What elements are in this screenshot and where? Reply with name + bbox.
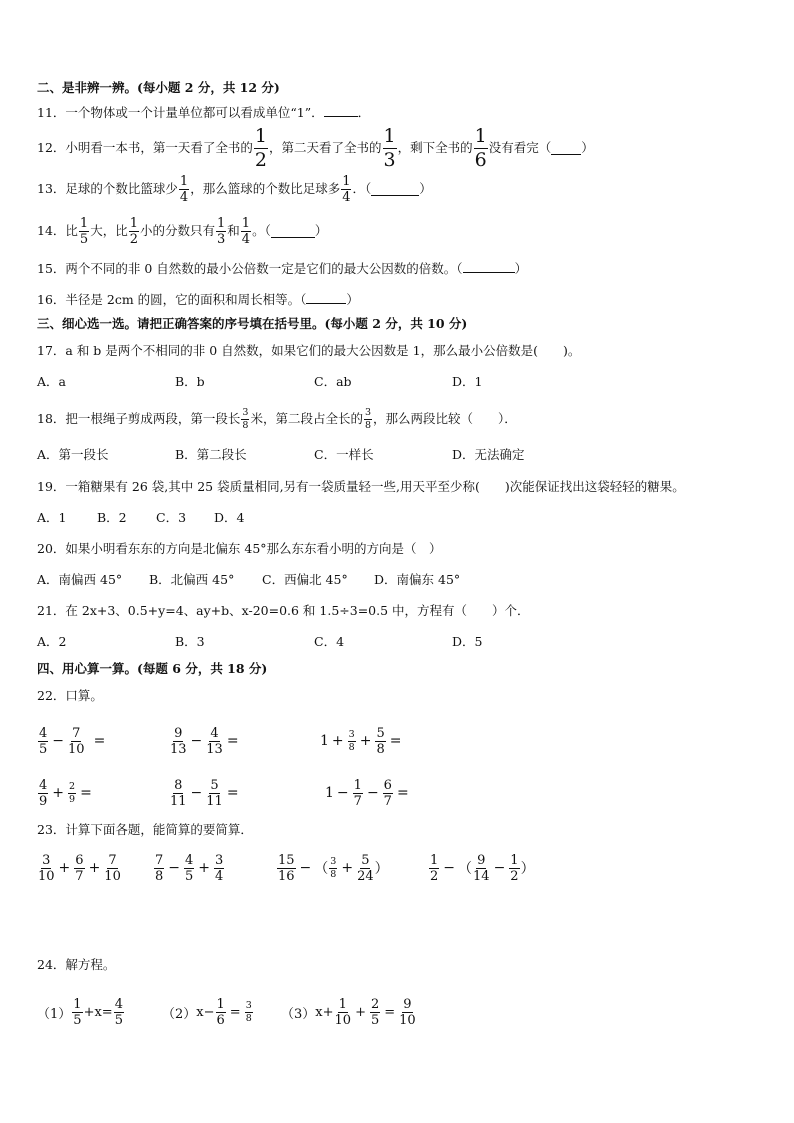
fraction-denominator: 7: [383, 793, 392, 809]
fraction-denominator: 5: [185, 868, 194, 884]
math-symbol: =: [226, 733, 239, 749]
math-symbol: −: [168, 860, 181, 876]
math-symbol: +x=: [83, 1004, 113, 1020]
q20-option-a[interactable]: A．南偏西 45°: [37, 572, 123, 587]
fraction-6-7: [383, 779, 393, 808]
fraction-denominator: 10: [104, 868, 121, 884]
q18-text-a: 18．把一根绳子剪成两段，第一段长: [37, 411, 241, 426]
q18-text-b: 米，第二段占全长的: [250, 411, 363, 426]
fraction-4-5: [38, 727, 48, 756]
fraction-1-5: [72, 998, 82, 1027]
math-symbol: x−: [196, 1004, 215, 1020]
q15-text: 15．两个不同的非 0 自然数的最小公倍数一定是它们的最大公因数的倍数。（: [37, 261, 463, 276]
fraction-numerator: 1: [179, 173, 189, 189]
fraction-numerator: 2: [370, 996, 380, 1012]
section-2-header: 二、是非辨一辨。(每小题 2 分，共 12 分): [37, 80, 280, 95]
fraction-5-11: [206, 779, 223, 808]
question-20: 20．如果小明看东东的方向是北偏东 45°那么东东看小明的方向是（ ）: [37, 541, 442, 556]
math-symbol: +: [359, 733, 372, 749]
math-symbol: +: [52, 785, 65, 801]
fraction-denominator: 4: [215, 868, 224, 884]
q11-end: ．: [357, 105, 371, 120]
question-18: [37, 402, 517, 436]
fraction-1-4: [179, 175, 189, 204]
fraction-1-7: [353, 779, 363, 808]
fraction-1-4: [241, 217, 251, 246]
q24-equation-3: [281, 990, 417, 1034]
fraction-numerator: 1: [430, 852, 439, 868]
fraction-denominator: 4: [342, 189, 351, 205]
question-21: 21．在 2x+3、0.5+y=4、ay+b、x-20=0.6 和 1.5÷3=0.5 中，方程有（ ）个．: [37, 603, 530, 618]
q24-equation-1: [37, 990, 125, 1034]
fraction-denominator: 10: [399, 1012, 416, 1028]
q12-blank[interactable]: [551, 142, 581, 155]
q22-expr-4: [37, 771, 95, 815]
fraction-numerator: 15: [278, 852, 295, 868]
fraction-numerator: 1: [79, 215, 89, 231]
fraction-7-8: [154, 854, 164, 883]
q23-expr-1: [37, 846, 122, 890]
fraction-numerator: 7: [155, 852, 164, 868]
fraction-numerator: 3: [364, 407, 372, 418]
q12-text-b: ，第二天看了全书的: [269, 140, 382, 155]
fraction-denominator: 2: [254, 148, 268, 171]
q15-blank[interactable]: [463, 260, 515, 273]
math-symbol: +: [355, 1004, 366, 1020]
fraction-denominator: 4: [241, 231, 251, 247]
fraction-numerator: 1: [353, 777, 362, 793]
q19-option-c[interactable]: C．3: [156, 510, 187, 525]
fraction-denominator: 10: [334, 1012, 352, 1028]
q22-expr-3: [320, 719, 404, 763]
fraction-numerator: 8: [174, 777, 183, 793]
fraction-denominator: 10: [38, 868, 55, 884]
q23-expr-3: [276, 846, 389, 890]
fraction-1-2: [254, 124, 268, 171]
fraction-denominator: 13: [206, 741, 223, 757]
section-4-header: 四、用心算一算。(每题 6 分，共 18 分): [37, 661, 268, 676]
q12-text-c: ，剩下全书的: [397, 140, 473, 155]
q11-blank[interactable]: [324, 104, 358, 117]
question-17: 17．a 和 b 是两个不相同的非 0 自然数，如果它们的最大公因数是 1，那么最小公倍数是( )。: [37, 343, 581, 358]
fraction-numerator: 1: [510, 852, 519, 868]
fraction-numerator: 3: [215, 852, 224, 868]
fraction-numerator: 2: [69, 781, 76, 792]
math-symbol: =: [229, 1004, 241, 1020]
fraction-numerator: 9: [477, 852, 486, 868]
fraction-7-10: [68, 727, 85, 756]
question-16: [37, 291, 359, 308]
fraction-8-11: [170, 779, 187, 808]
fraction-denominator: 8: [242, 419, 249, 431]
fraction-denominator: 14: [473, 868, 490, 884]
fraction-3-10: [38, 854, 55, 883]
q14-text-d: 和: [227, 223, 240, 238]
q20-option-b[interactable]: B．北偏西 45°: [149, 572, 235, 587]
q21-option-a[interactable]: A．2: [37, 634, 67, 649]
q13-text-c: ．（: [352, 181, 372, 196]
q13-text-b: ，那么篮球的个数比足球多: [190, 181, 341, 196]
q17-option-d[interactable]: D．1: [452, 374, 483, 389]
question-13: [37, 172, 432, 206]
fraction-numerator: 7: [72, 725, 81, 741]
fraction-denominator: 8: [348, 741, 355, 753]
q12-text-d: 没有看完（: [488, 140, 552, 155]
math-symbol: +: [331, 733, 344, 749]
fraction-numerator: 1: [474, 124, 487, 147]
fraction-numerator: 7: [108, 852, 117, 868]
fraction-numerator: 1: [254, 124, 268, 147]
q18-text-c: ，那么两段比较（ ）．: [373, 411, 517, 426]
math-symbol: =: [396, 785, 409, 801]
fraction-1-3: [383, 124, 397, 171]
fraction-1-5: [79, 217, 89, 246]
fraction-denominator: 7: [353, 793, 362, 809]
fraction-3-8: [245, 1001, 253, 1023]
q13-close: ）: [419, 181, 432, 196]
fraction-numerator: 4: [114, 996, 123, 1012]
fraction-numerator: 9: [403, 996, 412, 1012]
q18-option-a[interactable]: A．第一段长: [37, 447, 109, 462]
q14-text-c: 小的分数只有: [139, 223, 215, 238]
fraction-1-2: [429, 854, 439, 883]
q16-text: 16．半径是 2cm 的圆，它的面积和周长相等。（: [37, 292, 307, 307]
q22-expr-2: [169, 719, 242, 763]
fraction-denominator: 8: [155, 868, 164, 884]
q16-blank[interactable]: [306, 291, 346, 304]
fraction-numerator: 1: [73, 996, 82, 1012]
fraction-denominator: 11: [206, 793, 223, 809]
q14-text-b: 大，比: [90, 223, 128, 238]
fraction-numerator: 1: [129, 215, 138, 231]
math-symbol: −: [443, 860, 456, 876]
fraction-4-13: [206, 727, 223, 756]
fraction-denominator: 7: [75, 868, 84, 884]
q15-close: ）: [514, 261, 528, 276]
math-symbol: −: [336, 785, 349, 801]
q14-close: ）: [314, 223, 328, 238]
fraction-numerator: 9: [174, 725, 183, 741]
fraction-denominator: 5: [39, 741, 48, 757]
fraction-9-10: [399, 998, 416, 1027]
fraction-1-6: [216, 998, 226, 1027]
fraction-9-13: [170, 727, 187, 756]
q19-option-b[interactable]: B．2: [97, 510, 127, 525]
math-symbol: =: [93, 733, 106, 749]
math-symbol: （1）: [37, 1006, 72, 1022]
fraction-denominator: 5: [79, 231, 89, 247]
q18-option-c[interactable]: C．一样长: [314, 447, 374, 462]
fraction-7-10: [104, 854, 121, 883]
fraction-numerator: 1: [342, 173, 351, 189]
fraction-6-7: [74, 854, 84, 883]
fraction-denominator: 9: [39, 793, 48, 809]
fraction-denominator: 8: [376, 741, 385, 757]
fraction-denominator: 8: [330, 868, 337, 880]
fraction-5-24: [357, 854, 374, 883]
fraction-3-8: [329, 857, 337, 879]
math-symbol: =: [389, 733, 402, 749]
math-symbol: ）: [374, 861, 389, 877]
fraction-denominator: 3: [383, 148, 396, 171]
fraction-1-3: [216, 217, 226, 246]
math-symbol: −: [190, 785, 203, 801]
fraction-numerator: 1: [216, 996, 225, 1012]
q14-text-a: 14．比: [37, 223, 78, 238]
fraction-3-8: [241, 408, 249, 430]
math-symbol: +: [58, 860, 71, 876]
fraction-denominator: 10: [68, 741, 85, 757]
fraction-denominator: 8: [364, 419, 372, 431]
q18-option-d[interactable]: D．无法确定: [452, 447, 525, 462]
q21-option-c[interactable]: C．4: [314, 634, 345, 649]
math-symbol: （2）: [162, 1006, 197, 1022]
fraction-denominator: 8: [245, 1012, 252, 1024]
fraction-numerator: 4: [39, 777, 48, 793]
fraction-3-8: [348, 730, 356, 752]
fraction-1-4: [341, 175, 351, 204]
q17-option-c[interactable]: C．ab: [314, 374, 352, 389]
math-symbol: （: [458, 861, 473, 877]
fraction-numerator: 3: [330, 856, 337, 867]
q13-blank[interactable]: [371, 183, 419, 196]
q18-option-b[interactable]: B．第二段长: [175, 447, 247, 462]
fraction-numerator: 3: [348, 729, 355, 740]
math-symbol: +: [88, 860, 101, 876]
fraction-5-8: [375, 727, 385, 756]
math-symbol: −: [52, 733, 65, 749]
fraction-denominator: 2: [129, 231, 138, 247]
math-symbol: =: [226, 785, 239, 801]
q20-option-d[interactable]: D．南偏东 45°: [374, 572, 461, 587]
q21-option-b[interactable]: B．3: [175, 634, 205, 649]
fraction-denominator: 4: [179, 189, 189, 205]
fraction-denominator: 6: [216, 1012, 225, 1028]
q11-text: 11．一个物体或一个计量单位都可以看成单位“1”．: [37, 105, 324, 120]
fraction-3-4: [214, 854, 224, 883]
fraction-denominator: 13: [170, 741, 187, 757]
math-symbol: （: [314, 861, 329, 877]
section-3-header: 三、细心选一选。请把正确答案的序号填在括号里。(每小题 2 分，共 10 分): [37, 316, 468, 331]
q12-text-a: 12．小明看一本书，第一天看了全书的: [37, 140, 253, 155]
fraction-2-9: [68, 782, 76, 804]
math-symbol: 1: [325, 785, 334, 801]
q20-option-c[interactable]: C．西偏北 45°: [262, 572, 348, 587]
math-symbol: ）: [520, 861, 535, 877]
fraction-numerator: 3: [245, 1000, 252, 1011]
math-symbol: =: [80, 785, 92, 801]
fraction-9-14: [473, 854, 490, 883]
q23-expr-4: [428, 846, 535, 890]
q23-expr-2: [153, 846, 225, 890]
math-symbol: =: [384, 1004, 396, 1020]
q19-option-d[interactable]: D．4: [214, 510, 245, 525]
q16-close: ）: [346, 292, 359, 307]
fraction-4-9: [38, 779, 48, 808]
fraction-denominator: 3: [217, 231, 226, 247]
q13-text-a: 13．足球的个数比篮球少: [37, 181, 178, 196]
fraction-denominator: 9: [69, 793, 76, 805]
fraction-numerator: 5: [210, 777, 219, 793]
q12-close: ）: [581, 140, 594, 155]
fraction-numerator: 1: [383, 124, 396, 147]
math-symbol: −: [299, 860, 312, 876]
fraction-numerator: 1: [241, 215, 251, 231]
question-23-title: 23．计算下面各题，能简算的要简算．: [37, 822, 253, 837]
fraction-denominator: 5: [114, 1012, 123, 1028]
fraction-denominator: 5: [73, 1012, 82, 1028]
fraction-denominator: 6: [474, 148, 487, 171]
fraction-denominator: 5: [370, 1012, 380, 1028]
question-11: [37, 104, 370, 121]
math-symbol: +: [341, 860, 354, 876]
fraction-numerator: 1: [217, 215, 226, 231]
question-24-title: 24．解方程。: [37, 957, 116, 972]
math-symbol: x+: [315, 1004, 334, 1020]
math-symbol: 1: [320, 733, 329, 749]
math-symbol: −: [366, 785, 379, 801]
q21-option-d[interactable]: D．5: [452, 634, 483, 649]
q14-text-f: 。（: [252, 223, 271, 238]
q22-expr-5: [169, 771, 242, 815]
fraction-numerator: 4: [39, 725, 48, 741]
math-symbol: （3）: [281, 1006, 316, 1022]
fraction-numerator: 5: [376, 725, 385, 741]
fraction-numerator: 6: [75, 852, 84, 868]
q17-option-b[interactable]: B．b: [175, 374, 205, 389]
fraction-3-8: [364, 408, 372, 430]
fraction-numerator: 1: [338, 996, 347, 1012]
math-symbol: −: [190, 733, 203, 749]
fraction-1-2: [129, 217, 139, 246]
fraction-numerator: 5: [361, 852, 370, 868]
question-14: [37, 213, 327, 249]
question-22-title: 22．口算。: [37, 688, 103, 703]
fraction-numerator: 3: [242, 407, 249, 418]
math-symbol: −: [493, 860, 506, 876]
fraction-numerator: 4: [185, 852, 194, 868]
q14-blank[interactable]: [271, 225, 315, 238]
fraction-4-5: [114, 998, 124, 1027]
fraction-denominator: 2: [510, 868, 519, 884]
fraction-numerator: 3: [42, 852, 51, 868]
question-12: [37, 124, 594, 171]
fraction-denominator: 16: [278, 868, 295, 884]
q19-option-a[interactable]: A．1: [37, 510, 67, 525]
fraction-15-16: [277, 854, 296, 883]
fraction-denominator: 24: [357, 868, 374, 884]
q17-option-a[interactable]: A．a: [37, 374, 66, 389]
fraction-1-2: [509, 854, 519, 883]
question-19: 19．一箱糖果有 26 袋,其中 25 袋质量相同,另有一袋质量轻一些,用天平至少称( )次能保证找出这袋轻轻的糖果。: [37, 479, 685, 494]
q24-equation-2: [162, 990, 254, 1034]
fraction-numerator: 6: [383, 777, 392, 793]
fraction-4-5: [184, 854, 194, 883]
fraction-numerator: 4: [210, 725, 219, 741]
fraction-1-6: [474, 124, 488, 171]
q22-expr-6: [325, 771, 412, 815]
fraction-denominator: 11: [170, 793, 187, 809]
math-symbol: +: [198, 860, 211, 876]
fraction-2-5: [370, 998, 380, 1027]
question-15: [37, 260, 527, 277]
fraction-1-10: [335, 998, 352, 1027]
q22-expr-1: [37, 719, 108, 763]
fraction-denominator: 2: [430, 868, 439, 884]
